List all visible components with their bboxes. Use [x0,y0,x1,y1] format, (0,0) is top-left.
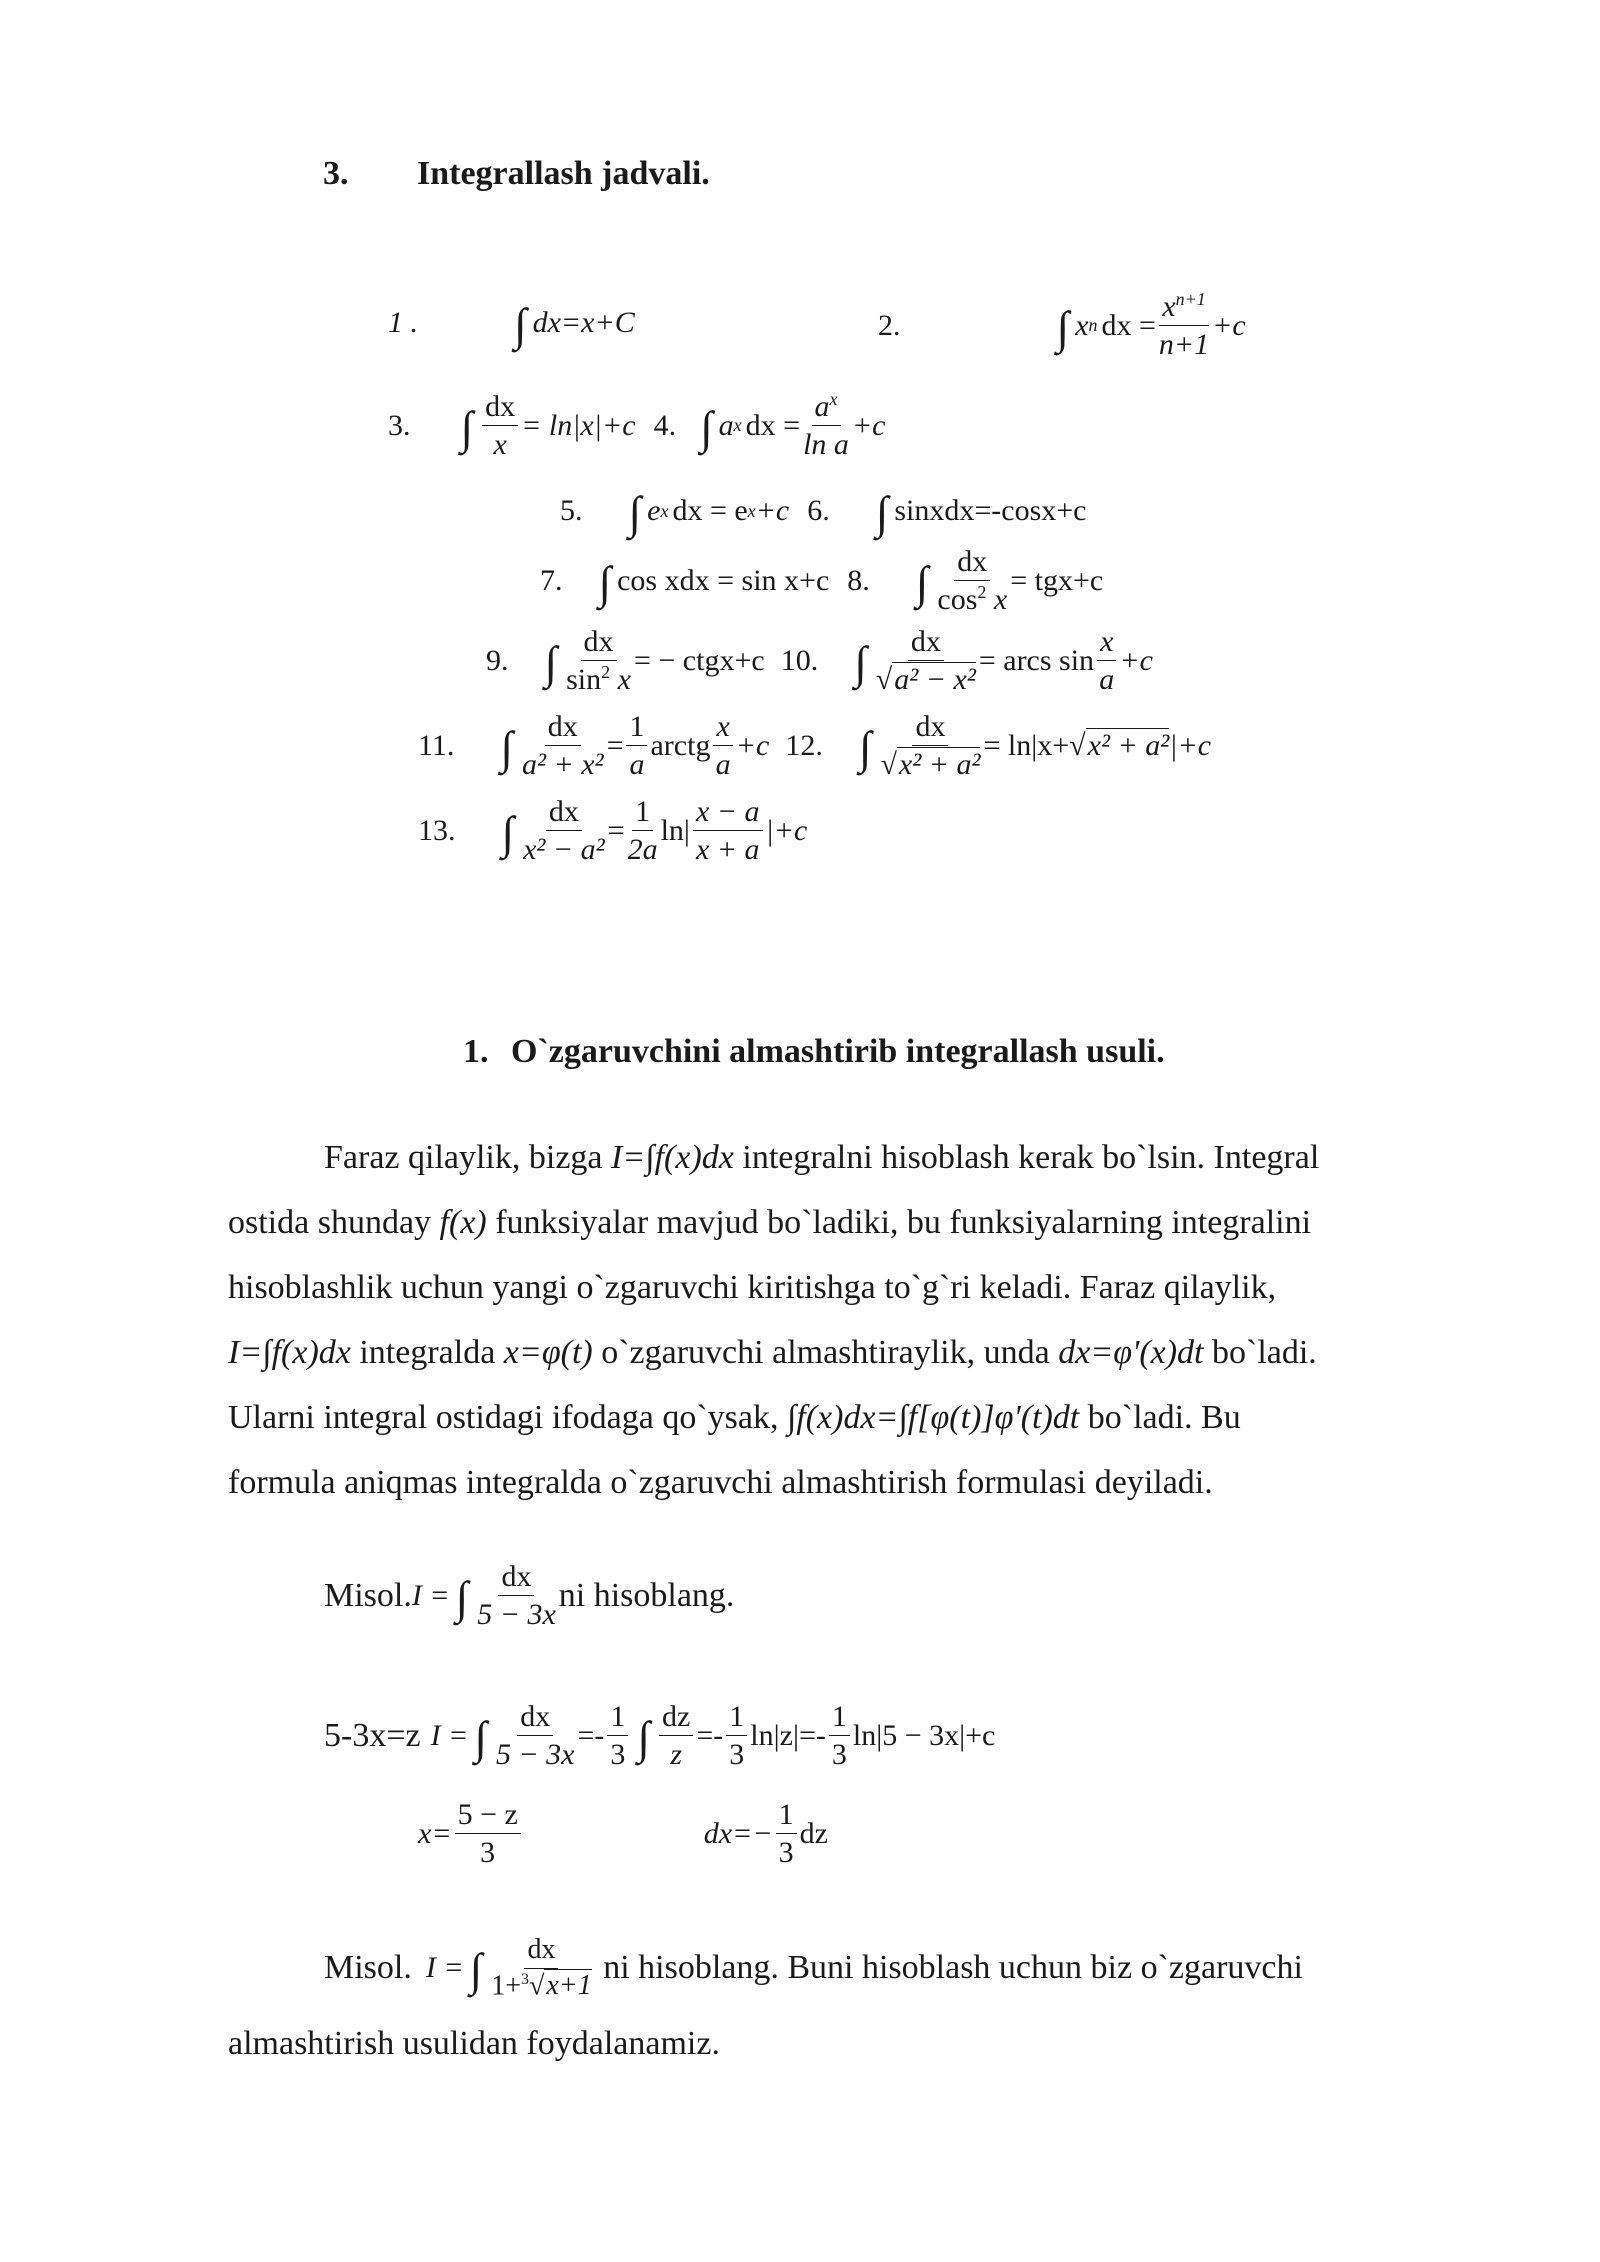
formula-9-10: 9. ∫ $\frac{dx}{\sin^2 x}$ = − ctgx+c 10. ∫ $\frac{dx}{\text{√a² − x²}}$ = arcs sin x a +c [486,625,1153,696]
formula-5-6: 5. ∫ e x dx = e x +c 6. ∫ sinxdx=-cosx+c [560,487,1087,538]
formula-1: 1 . ∫ dx=x+C [388,299,635,350]
section-heading-substitution [463,1033,1165,1071]
body-paragraph: Faraz qilaylik, bizga I=∫f(x)dx integralni hisoblash kerak bo`lsin. Integral ostida shunday f(x) funksiyalar mavjud bo`ladiki, bu funksiyalarning integralini hisoblashlik uchun yangi o`zgaruvchi kiritishga to`g`ri keladi. Faraz qilaylik, I=∫f(x)dx integralda x=φ(t) o`zgaruvchi almashtiraylik, unda dx=φ'(x)dt bo`ladi. Ularni integral ostidagi ifodaga qo`ysak, ∫f(x)dx=∫f[φ(t)]φ'(t)dt bo`ladi. Bu formula aniqmas integralda o`zgaruvchi almashtirish formulasi deyiladi. [228,1139,1320,1501]
formula-3-4: 3. ∫ $\frac{dx}{x}$ = ln|x|+c 4. ∫ a x dx = $\frac{a^x}{\text{ln a}}$ +c [388,389,886,461]
section-heading [323,155,710,193]
integral-sign: ∫ [514,299,527,350]
formula-2: 2. ∫ x n dx = $\frac{x^{n+1}}{n+1}$ +c [878,289,1246,361]
section-title: O`zgaruvchini almashtirib integrallash usuli. [511,1033,1165,1070]
formula-11-12: 11. ∫ $\frac{dx}{\text{a² + x²}}$ = $\frac{1}{a}$ arctg x a +c 12. ∫ $\frac{dx}{\text{√x² + a²}}$ = ln|x+ √x² + a² |+c [418,710,1212,781]
example-2: Misol. I = ∫ dx 1+$^3$√x+1 ni hisoblang. Buni hisoblash uchun biz o`zgaruvchi [324,1934,1303,2002]
solution-1: 5-3x=z I = ∫ $\frac{dx}{5 - 3x}$ =- 1 3 ∫ $\frac{dz}{z}$ =- 1 3 ln|z|=- 1 3 ln|5 − 3x|+c [324,1700,996,1771]
solution-1-substitution: x= $\frac{5 - z}{3}$ dx=− $\frac{1}{3}$ dz [418,1798,828,1869]
example-2-continuation: almashtirish usulidan foydalanamiz. [228,2025,720,2062]
formula-13: 13. ∫ $\frac{dx}{\text{x² − a²}}$ = $\frac{1}{2a}$ ln| x − a x + a |+c [418,795,808,866]
formula-7-8: 7. ∫ cos xdx = sin x+c 8. ∫ $\frac{dx}{\cos^2 x}$ = tgx+c [540,545,1104,616]
example-1: Misol. I = ∫ dx 5 − 3x ni hisoblang. [324,1560,735,1631]
section-number: 1. [463,1033,489,1070]
example-label: Misol. [324,1576,412,1614]
section-number: 3. [323,155,349,192]
example-label: Misol. [324,1949,412,1987]
section-title: Integrallash jadvali. [417,155,710,192]
